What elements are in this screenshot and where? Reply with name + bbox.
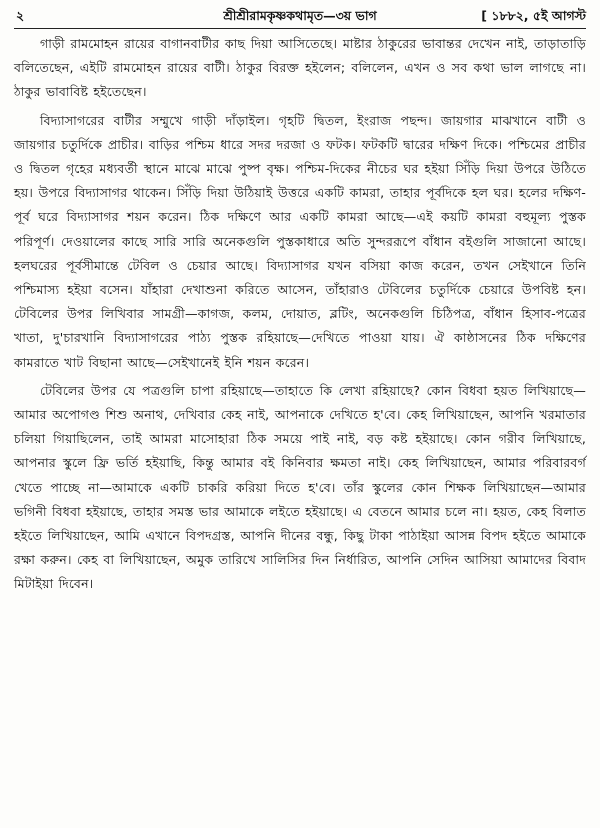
page-body xyxy=(14,32,586,597)
paragraph: গাড়ী রামমোহন রায়ের বাগানবাটীর কাছ দিয়া আসিতেছে। মাষ্টার ঠাকুরের ভাবান্তর দেখেন নাই, তাড়াতাড়ি বলিতেছেন, এইটি রামমোহন রায়ের বাটী। ঠাকুর বিরক্ত হইলেন; বলিলেন, এখন ও সব কথা ভাল লাগছে না। ঠাকুর ভাবাবিষ্ট হইতেছেন। xyxy=(14,36,586,100)
page-header xyxy=(14,6,586,29)
header-date: [ ১৮৮২, ৫ই আগস্ট xyxy=(481,8,586,23)
paragraph: বিদ্যাসাগরের বাটীর সম্মুখে গাড়ী দাঁড়াইল। গৃহটি দ্বিতল, ইংরাজ পছন্দ। জায়গার মাঝখানে বাটী ও জায়গার চতুর্দিকে প্রাচীর। বাড়ির পশ্চিম ধারে সদর দরজা ও ফটক। ফটকটি দ্বারের দক্ষিণ দিকে। পশ্চিমের প্রাচীর ও দ্বিতল গৃহের মধ্যবর্তী স্থানে মাঝে মাঝে পুষ্প বৃক্ষ। পশ্চিম-দিকের নীচের ঘর হইয়া সিঁড়ি দিয়া উপরে উঠিতে হয়। উপরে বিদ্যাসাগর থাকেন। সিঁড়ি দিয়া উঠিয়াই উত্তরে একটি কামরা, তাহার পূর্বদিকে হল ঘর। হলের দক্ষিণ-পূর্ব ঘরে বিদ্যাসাগর শয়ন করেন। ঠিক দক্ষিণে আর একটি কামরা আছে—এই কয়টি কামরা বহুমূল্য পুস্তক পরিপূর্ণ। দেওয়ালের কাছে সারি সারি অনেকগুলি পুস্তকাধারে অতি সুন্দররূপে বাঁধান বইগুলি সাজানো আছে। হলঘরের পূর্বসীমান্তে টেবিল ও চেয়ার আছে। বিদ্যাসাগর যখন বসিয়া কাজ করেন, তখন সেইখানে তিনি পশ্চিমাস্য হইয়া বসেন। যাঁহারা দেখাশুনা করিতে আসেন, তাঁহারাও টেবিলের চতুর্দিকে চেয়ারে উপবিষ্ট হন। টেবিলের উপর লিখিবার সামগ্রী—কাগজ, কলম, দোয়াত, ব্লটিং, অনেকগুলি চিঠিপত্র, বাঁধান হিসাব-পত্রের খাতা, দু'চারখানি বিদ্যাসাগরের পাঠ্য পুস্তক রহিয়াছে—দেখিতে পাওয়া যায়। ঐ কাষ্ঠাসনের ঠিক দক্ষিণের কামরাতে খাট বিছানা আছে—সেইখানেই ইনি শয়ন করেন। xyxy=(14,112,586,370)
page-number: ২ xyxy=(16,8,25,23)
paragraph: টেবিলের উপর যে পত্রগুলি চাপা রহিয়াছে—তাহাতে কি লেখা রহিয়াছে? কোন বিধবা হয়ত লিখিয়াছে—আমার অপোগণ্ড শিশু অনাথ, দেখিবার কেহ নাই, আপনাকে দেখিতে হ'বে। কেহ লিখিয়াছেন, আপনি খরমাতার চলিয়া গিয়াছিলেন, তাই আমরা মাসোহারা ঠিক সময়ে পাই নাই, বড় কষ্ট হইয়াছে। কোন গরীব লিখিয়াছে, আপনার স্কুলে ফ্রি ভর্তি হইয়াছি, কিন্তু আমার বই কিনিবার ক্ষমতা নাই। কেহ লিখিয়াছেন, আমার পরিবারবর্গ খেতে পাচ্ছে না—আমাকে একটি চাকরি করিয়া দিতে হ'বে। তাঁর স্কুলের কোন শিক্ষক লিখিয়াছেন—আমার ভগিনী বিধবা হইয়াছে, তাহার সমস্ত ভার আমাকে লইতে হইয়াছে। এ বেতনে আমার চলে না। হয়ত, কেহ বিলাত হইতে লিখিয়াছেন, আমি এখানে বিপদগ্রস্ত, আপনি দীনের বন্ধু, কিছু টাকা পাঠাইয়া আসন্ন বিপদ হইতে আমাকে রক্ষা করুন। কেহ বা লিখিয়াছেন, অমুক তারিখে সালিসির দিন নির্ধারিত, আপনি সেদিন আসিয়া আমাদের বিবাদ মিটাইয়া দিবেন। xyxy=(14,382,586,592)
running-title: শ্রীশ্রীরামকৃষ্ণকথামৃত—৩য় ভাগ xyxy=(223,8,377,23)
